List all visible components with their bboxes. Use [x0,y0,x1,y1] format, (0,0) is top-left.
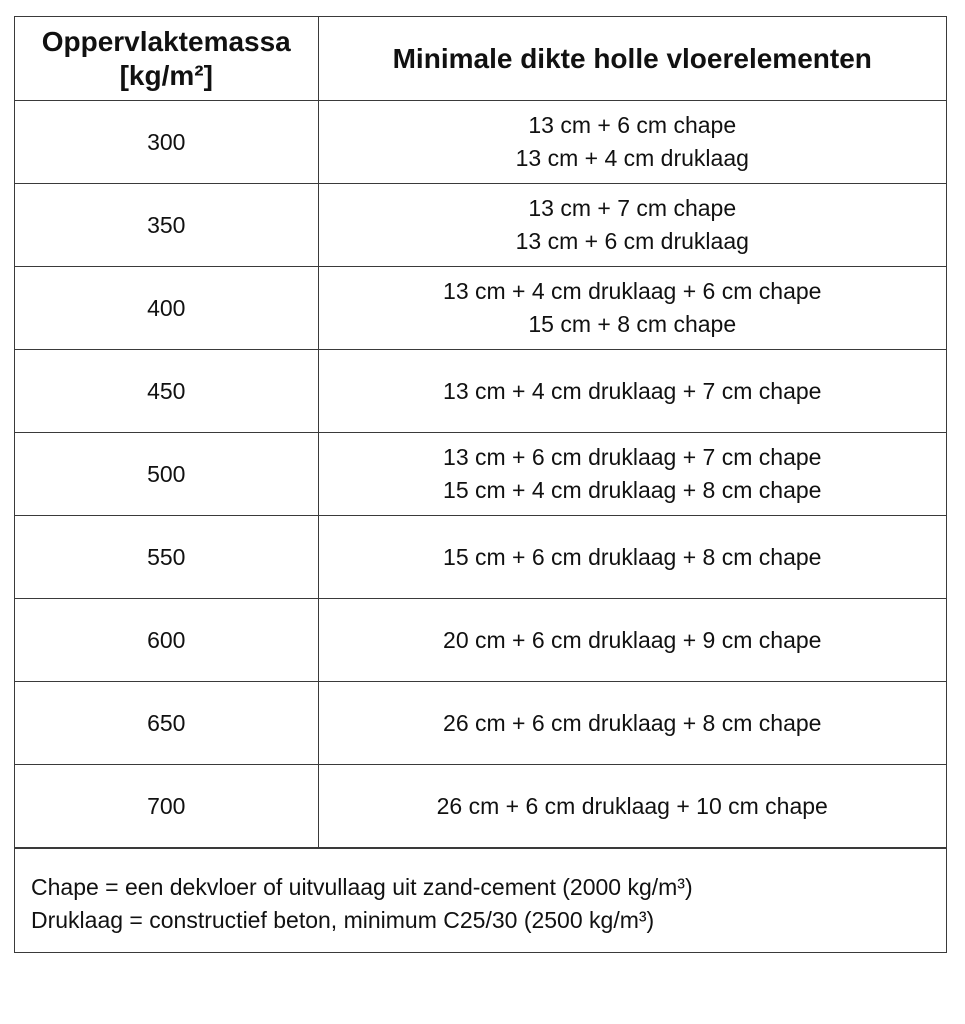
thickness-option: 13 cm + 7 cm chape [528,195,737,221]
thickness-option: 26 cm + 6 cm druklaag + 10 cm chape [436,792,828,819]
cell-surface-mass: 700 [15,765,318,848]
table-header-row [15,17,946,101]
footnotes [15,848,946,952]
thickness-option: 13 cm + 6 cm chape [528,112,737,138]
cell-min-thickness [318,101,946,184]
cell-min-thickness [318,267,946,350]
cell-min-thickness [318,184,946,267]
thickness-option: 15 cm + 8 cm chape [528,311,737,337]
thickness-option: 13 cm + 6 cm druklaag [515,228,749,254]
table-body [15,101,946,848]
cell-surface-mass: 400 [15,267,318,350]
thickness-option: 13 cm + 4 cm druklaag + 6 cm chape [443,278,822,304]
header-surface-mass-line: [kg/m²] [119,59,213,91]
cell-surface-mass: 500 [15,433,318,516]
thickness-option: 26 cm + 6 cm druklaag + 8 cm chape [443,709,822,736]
table-row [15,350,946,433]
cell-min-thickness [318,682,946,765]
footnote-chape: Chape = een dekvloer of uitvullaag uit zand-cement (2000 kg/m³) [31,874,693,900]
thickness-option: 13 cm + 4 cm druklaag [515,145,749,171]
cell-min-thickness [318,599,946,682]
table-row [15,516,946,599]
floor-thickness-table [15,17,946,848]
cell-min-thickness [318,433,946,516]
header-surface-mass-line: Oppervlaktemassa [41,25,291,57]
cell-surface-mass: 550 [15,516,318,599]
thickness-option: 13 cm + 6 cm druklaag + 7 cm chape [443,444,822,470]
table-row [15,433,946,516]
table-row [15,101,946,184]
cell-min-thickness [318,765,946,848]
cell-surface-mass: 450 [15,350,318,433]
header-min-thickness [318,17,946,101]
thickness-option: 20 cm + 6 cm druklaag + 9 cm chape [443,626,822,653]
floor-thickness-table-container [14,16,947,953]
cell-surface-mass: 600 [15,599,318,682]
footnote-druklaag: Druklaag = constructief beton, minimum C25/30 (2500 kg/m³) [31,907,655,933]
table-row [15,184,946,267]
table-row [15,682,946,765]
table-row [15,267,946,350]
cell-min-thickness [318,516,946,599]
thickness-option: 15 cm + 4 cm druklaag + 8 cm chape [443,477,822,503]
cell-surface-mass: 650 [15,682,318,765]
thickness-option: 15 cm + 6 cm druklaag + 8 cm chape [443,543,822,570]
header-surface-mass [15,17,318,101]
header-min-thickness-text: Minimale dikte holle vloerelementen [392,42,872,74]
cell-surface-mass: 350 [15,184,318,267]
thickness-option: 13 cm + 4 cm druklaag + 7 cm chape [443,377,822,404]
table-row [15,599,946,682]
table-row [15,765,946,848]
cell-min-thickness [318,350,946,433]
cell-surface-mass: 300 [15,101,318,184]
